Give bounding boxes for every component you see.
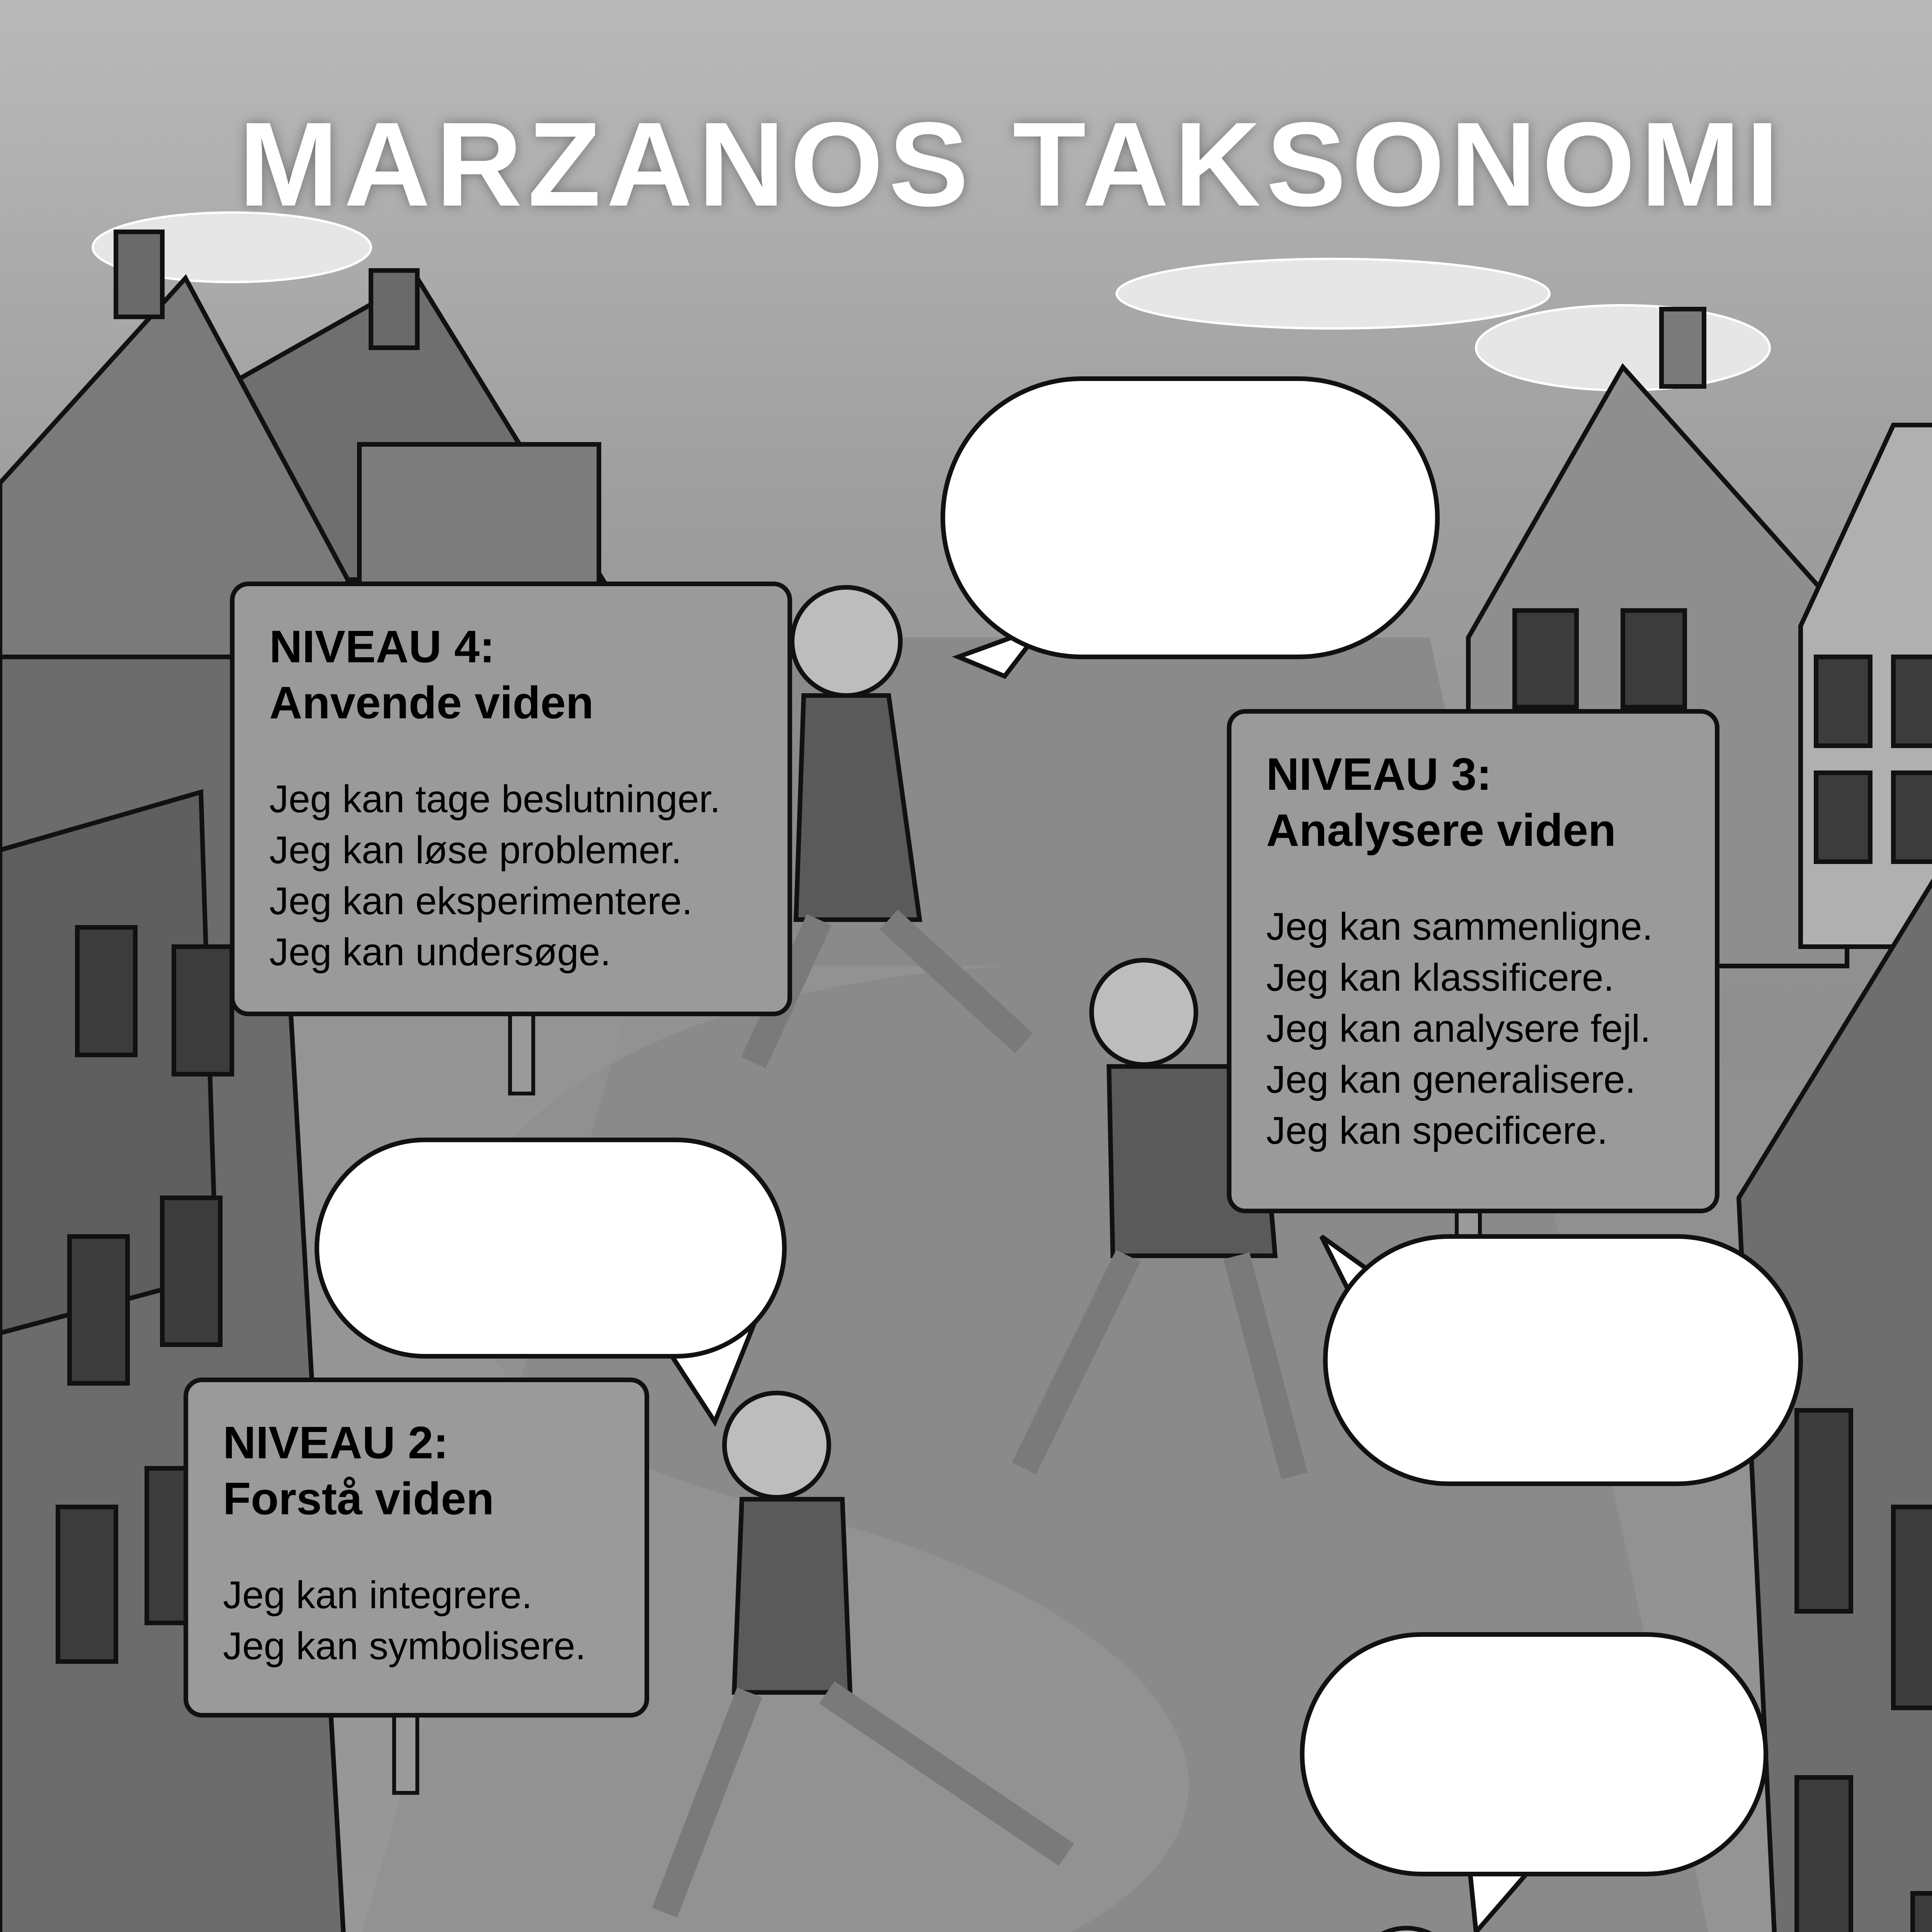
level-3-sign: [1227, 709, 1719, 1213]
speech-bubble-top: [943, 379, 1437, 676]
level-4-sign: [230, 582, 792, 1016]
speech-bubble-right: [1321, 1236, 1801, 1484]
level-3-list: [1266, 901, 1680, 1156]
poster-title: MARZANOS TAKSONOMI: [238, 97, 1785, 231]
level-4-item: Jeg kan løse problemer.: [269, 828, 682, 872]
level-3-name: Analysere viden: [1266, 805, 1616, 856]
level-4-item: Jeg kan eksperimentere.: [269, 879, 693, 923]
level-2-list: [223, 1570, 610, 1672]
level-3-number: NIVEAU 3:: [1266, 749, 1492, 800]
level-2-item: Jeg kan integrere.: [223, 1573, 532, 1617]
level-3-item: Jeg kan specificere.: [1266, 1109, 1608, 1152]
level-3-item: Jeg kan analysere fejl.: [1266, 1007, 1651, 1050]
level-4-list: [269, 774, 753, 978]
level-2-name: Forstå viden: [223, 1473, 494, 1524]
level-3-item: Jeg kan klassificere.: [1266, 956, 1614, 999]
level-2-item: Jeg kan symbolisere.: [223, 1624, 586, 1668]
level-4-number: NIVEAU 4:: [269, 621, 495, 672]
level-3-item: Jeg kan sammenligne.: [1266, 905, 1653, 948]
level-4-name: Anvende viden: [269, 677, 594, 728]
level-4-item: Jeg kan tage beslutninger.: [269, 777, 721, 821]
level-2-sign: [184, 1378, 649, 1718]
level-2-number: NIVEAU 2:: [223, 1417, 449, 1468]
level-3-item: Jeg kan generalisere.: [1266, 1058, 1636, 1101]
level-4-item: Jeg kan undersøge.: [269, 930, 611, 974]
